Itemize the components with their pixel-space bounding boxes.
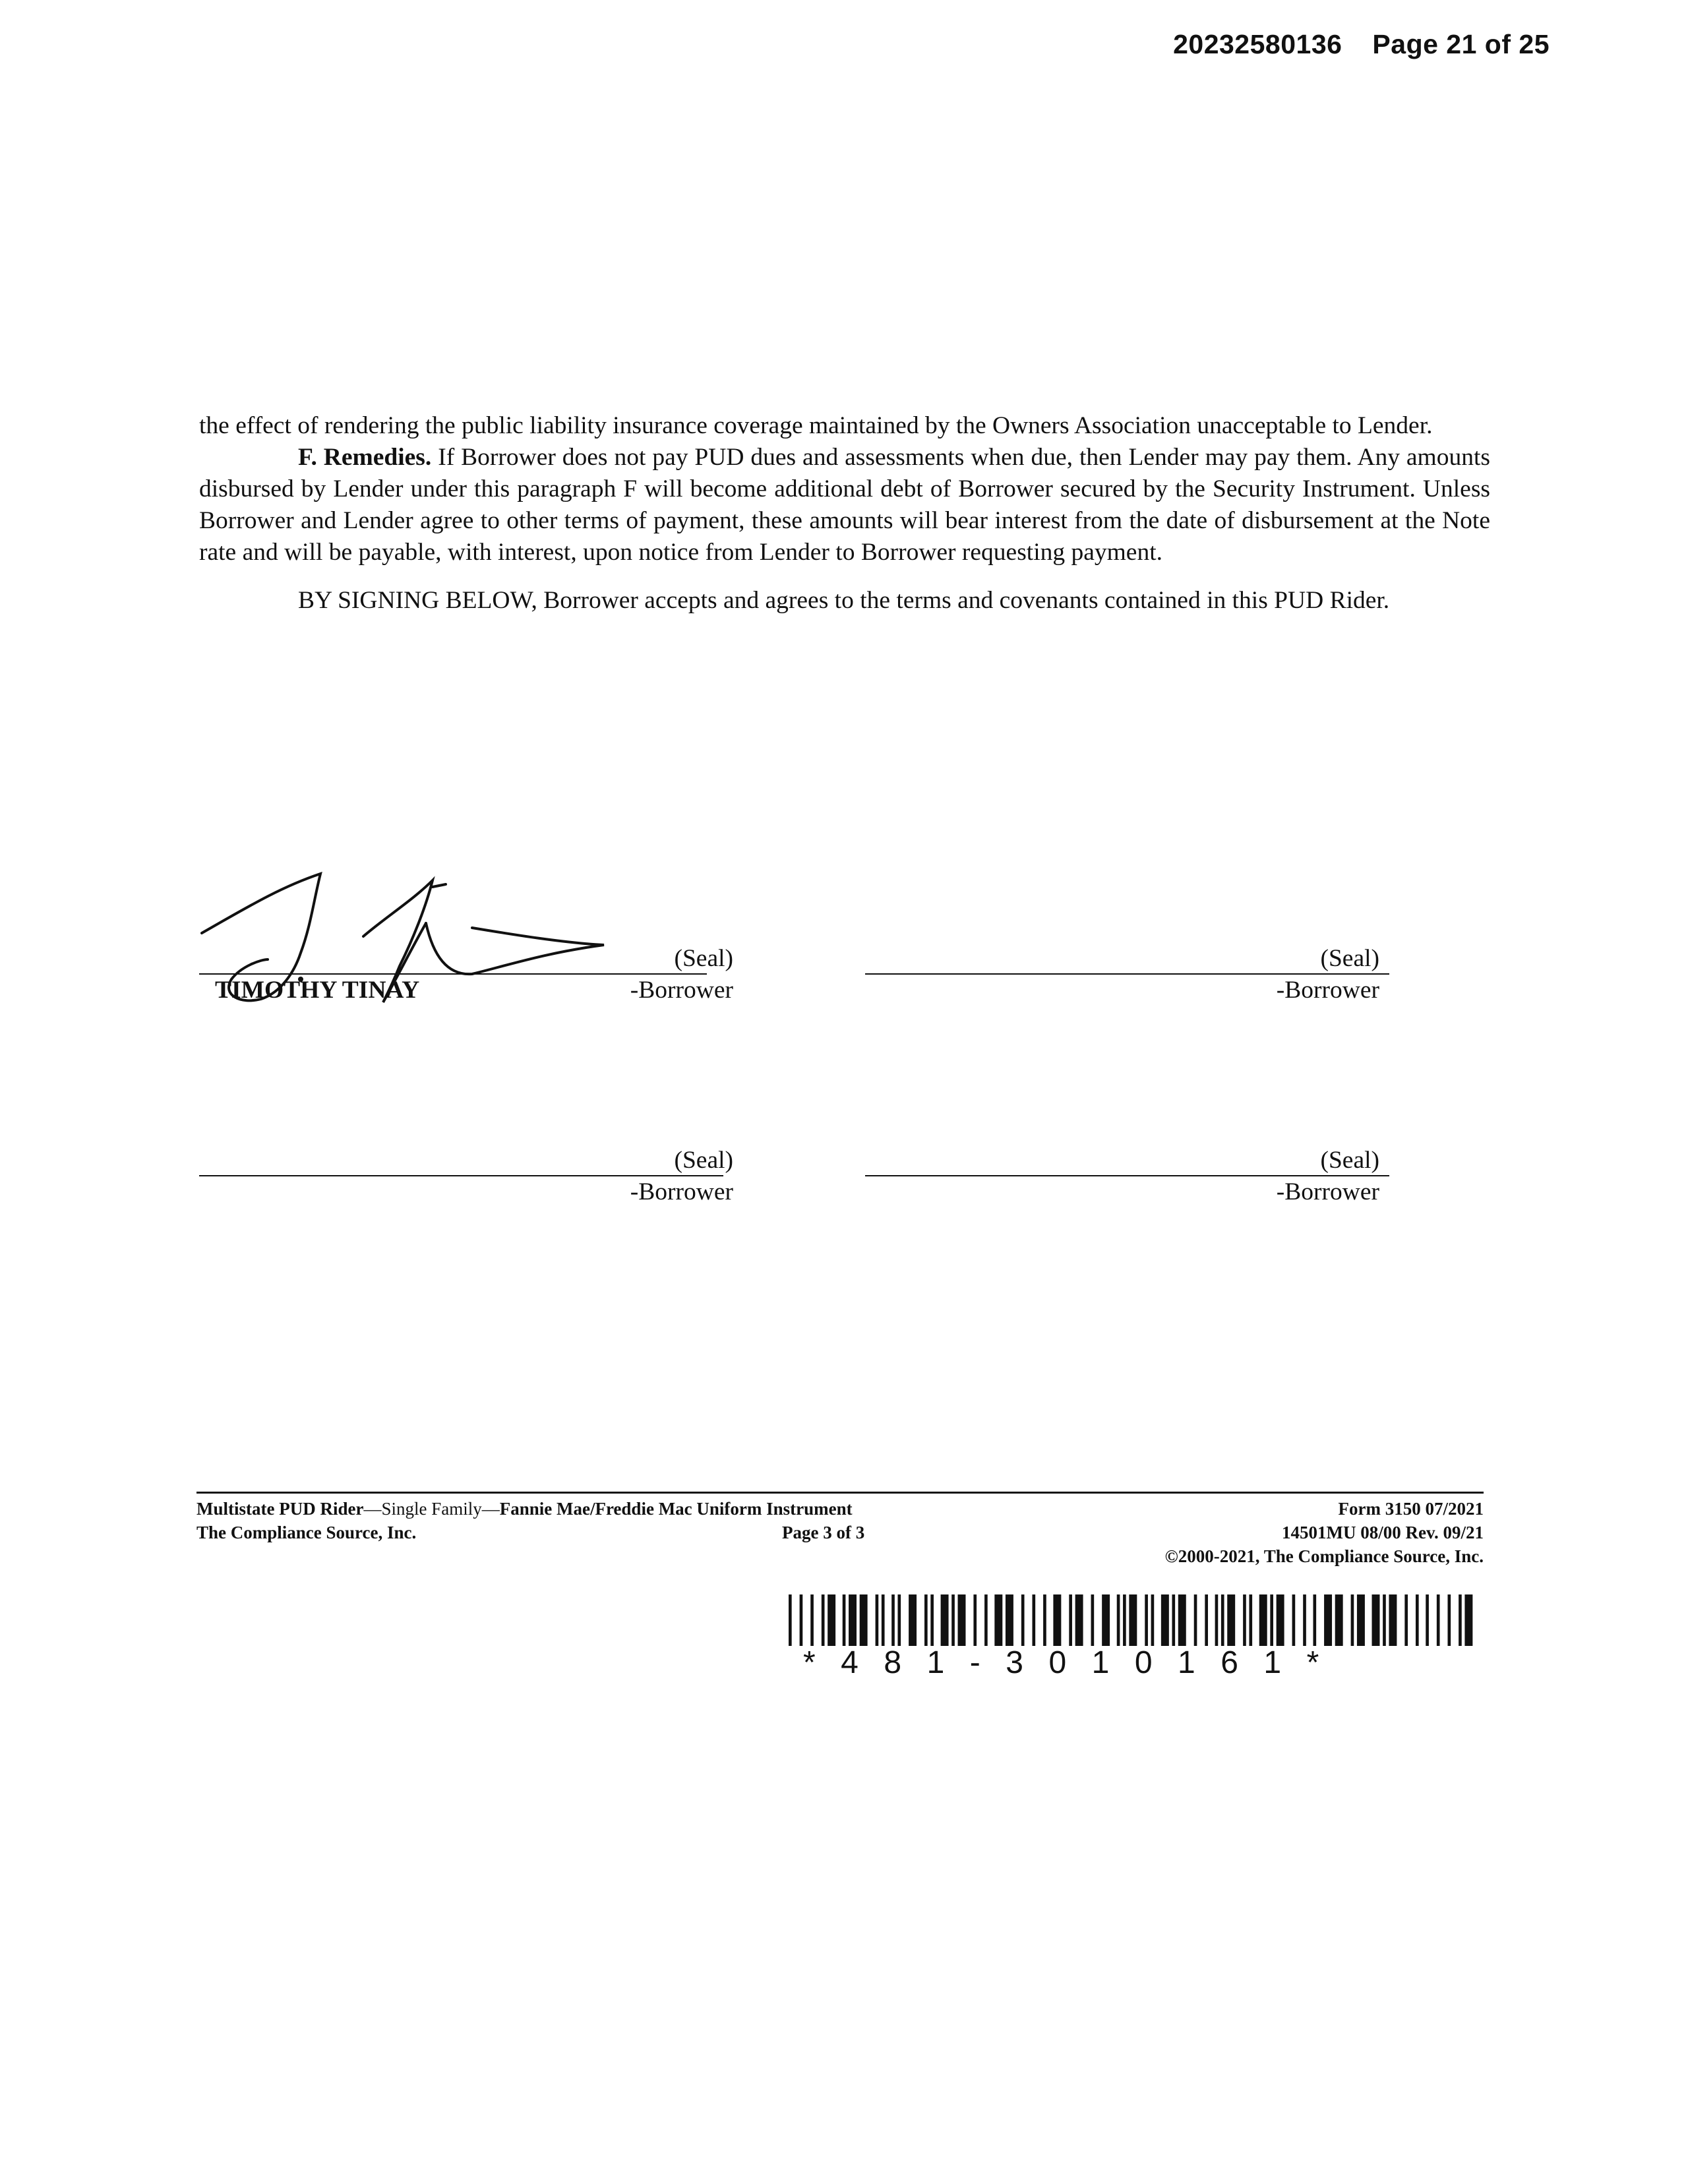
recording-header bbox=[1173, 29, 1550, 60]
barcode-bar bbox=[1075, 1594, 1083, 1646]
barcode-bar bbox=[1459, 1594, 1462, 1646]
borrower-signature-block-3 bbox=[199, 1146, 812, 1232]
barcode-bar bbox=[1205, 1594, 1208, 1646]
barcode-bar bbox=[1032, 1594, 1035, 1646]
section-f-text: If Borrower does not pay PUD dues and assessments when due, then Lender may pay them. Any amounts disbursed by Lender under this paragraph F will become additional debt of Borrower secured by the Security Instrument. Unless Borrower and Lender agree to other terms of payment, these amounts will bear interest from the date of disbursement at the Note rate and will be payable, with interest, upon notice from Lender to Borrower requesting payment. bbox=[199, 444, 1490, 566]
barcode-bar bbox=[882, 1594, 885, 1646]
barcode-bar bbox=[1416, 1594, 1419, 1646]
barcode-bar bbox=[822, 1594, 825, 1646]
borrower-label: -Borrower bbox=[1276, 1178, 1379, 1205]
barcode-bar bbox=[909, 1594, 917, 1646]
continued-paragraph: the effect of rendering the public liability insurance coverage maintained by the Owners Association unacceptable to Lender. bbox=[199, 412, 1433, 439]
company-name: The Compliance Source, Inc. bbox=[196, 1523, 417, 1542]
page-number: Page 21 of 25 bbox=[1372, 29, 1550, 59]
barcode-bar bbox=[849, 1594, 857, 1646]
barcode-bar bbox=[1006, 1594, 1013, 1646]
borrower-signature-block-2 bbox=[865, 944, 1478, 1030]
borrower-signature-block-4 bbox=[865, 1146, 1478, 1232]
barcode-bar bbox=[1292, 1594, 1296, 1646]
seal-label: (Seal) bbox=[674, 945, 733, 972]
section-f-paragraph bbox=[199, 442, 1490, 568]
footer-divider bbox=[196, 1492, 1484, 1494]
barcode-bar bbox=[994, 1594, 1002, 1646]
borrower-label: -Borrower bbox=[630, 1178, 733, 1205]
barcode-bar bbox=[1303, 1594, 1306, 1646]
barcode-bar bbox=[951, 1594, 955, 1646]
barcode-bar bbox=[941, 1594, 949, 1646]
form-title-part: Multistate PUD Rider bbox=[196, 1499, 364, 1519]
signature-line bbox=[865, 1175, 1389, 1176]
barcode-bar bbox=[1151, 1594, 1155, 1646]
barcode-bar bbox=[860, 1594, 868, 1646]
barcode-bar bbox=[1249, 1594, 1252, 1646]
rider-body bbox=[199, 410, 1490, 617]
barcode-bar bbox=[1389, 1594, 1397, 1646]
seal-label: (Seal) bbox=[1320, 1147, 1379, 1174]
barcode-bar bbox=[1313, 1594, 1316, 1646]
barcode-bar bbox=[1053, 1594, 1061, 1646]
barcode-bar bbox=[1243, 1594, 1246, 1646]
barcode-bar bbox=[1123, 1594, 1126, 1646]
barcode-bar bbox=[1259, 1594, 1267, 1646]
barcode-bar bbox=[973, 1594, 977, 1646]
barcode-bar bbox=[1270, 1594, 1273, 1646]
signing-statement: BY SIGNING BELOW, Borrower accepts and agrees to the terms and covenants contained in this PUD Rider. bbox=[298, 587, 1390, 614]
barcode-bar bbox=[1145, 1594, 1148, 1646]
barcode-bar bbox=[789, 1594, 792, 1646]
borrower-label: -Borrower bbox=[630, 977, 733, 1004]
copyright-notice: ©2000-2021, The Compliance Source, Inc. bbox=[1164, 1546, 1484, 1566]
barcode-bar bbox=[1357, 1594, 1365, 1646]
form-number: Form 3150 07/2021 bbox=[1338, 1499, 1484, 1519]
signature-line bbox=[199, 973, 707, 975]
barcode-bar bbox=[1372, 1594, 1380, 1646]
barcode-bar bbox=[897, 1594, 901, 1646]
barcode-bar bbox=[1215, 1594, 1219, 1646]
barcode-text: *481-3010161* bbox=[803, 1645, 1344, 1680]
barcode-bar bbox=[1043, 1594, 1046, 1646]
barcode-bar bbox=[1447, 1594, 1451, 1646]
signature-line bbox=[865, 973, 1389, 975]
form-title-part: Fannie Mae/Freddie Mac Uniform Instrument bbox=[499, 1499, 853, 1519]
barcode-bar bbox=[1021, 1594, 1025, 1646]
footer-left bbox=[196, 1497, 853, 1544]
barcode-bar bbox=[1383, 1594, 1386, 1646]
barcode-bar bbox=[1161, 1594, 1169, 1646]
section-f-heading: F. Remedies. bbox=[298, 444, 432, 471]
rider-page-number: Page 3 of 3 bbox=[782, 1523, 865, 1542]
barcode-bar bbox=[1117, 1594, 1120, 1646]
barcode-bar bbox=[1404, 1594, 1408, 1646]
barcode-bar bbox=[1178, 1594, 1186, 1646]
barcode-bar bbox=[1129, 1594, 1137, 1646]
seal-label: (Seal) bbox=[674, 1147, 733, 1174]
barcode-bar bbox=[1437, 1594, 1440, 1646]
barcode-bar bbox=[843, 1594, 846, 1646]
barcode-bar bbox=[1172, 1594, 1175, 1646]
barcode-bar bbox=[958, 1594, 966, 1646]
barcode-bar bbox=[930, 1594, 934, 1646]
barcode-bar bbox=[1069, 1594, 1072, 1646]
barcode-bar bbox=[810, 1594, 814, 1646]
form-title bbox=[196, 1497, 853, 1521]
barcode-bar bbox=[1324, 1594, 1332, 1646]
barcode-bar bbox=[828, 1594, 835, 1646]
borrower-label: -Borrower bbox=[1276, 977, 1379, 1004]
footer-right bbox=[1165, 1497, 1484, 1568]
barcode-bar bbox=[1091, 1594, 1095, 1646]
revision-number: 14501MU 08/00 Rev. 09/21 bbox=[1282, 1523, 1484, 1542]
document-number: 20232580136 bbox=[1173, 29, 1342, 59]
barcode-bar bbox=[876, 1594, 879, 1646]
barcode-bar bbox=[1351, 1594, 1354, 1646]
barcode-bar bbox=[1426, 1594, 1429, 1646]
barcode-bar bbox=[1464, 1594, 1472, 1646]
barcode-bar bbox=[800, 1594, 803, 1646]
barcode-bar bbox=[1335, 1594, 1343, 1646]
barcode-bar bbox=[1102, 1594, 1110, 1646]
form-title-part: —Single Family— bbox=[363, 1499, 500, 1519]
barcode-bar bbox=[1194, 1594, 1197, 1646]
signature-line bbox=[199, 1175, 723, 1176]
borrower-signature-block-1 bbox=[199, 944, 812, 1030]
seal-label: (Seal) bbox=[1320, 945, 1379, 972]
barcode bbox=[785, 1594, 1484, 1681]
barcode-bar bbox=[984, 1594, 988, 1646]
barcode-bar bbox=[1227, 1594, 1235, 1646]
barcode-bar bbox=[924, 1594, 928, 1646]
barcode-bars bbox=[785, 1594, 1484, 1646]
barcode-bar bbox=[1221, 1594, 1224, 1646]
signer-name: TIMOTHY TINAY bbox=[215, 977, 420, 1004]
barcode-bar bbox=[1277, 1594, 1284, 1646]
barcode-bar bbox=[891, 1594, 895, 1646]
